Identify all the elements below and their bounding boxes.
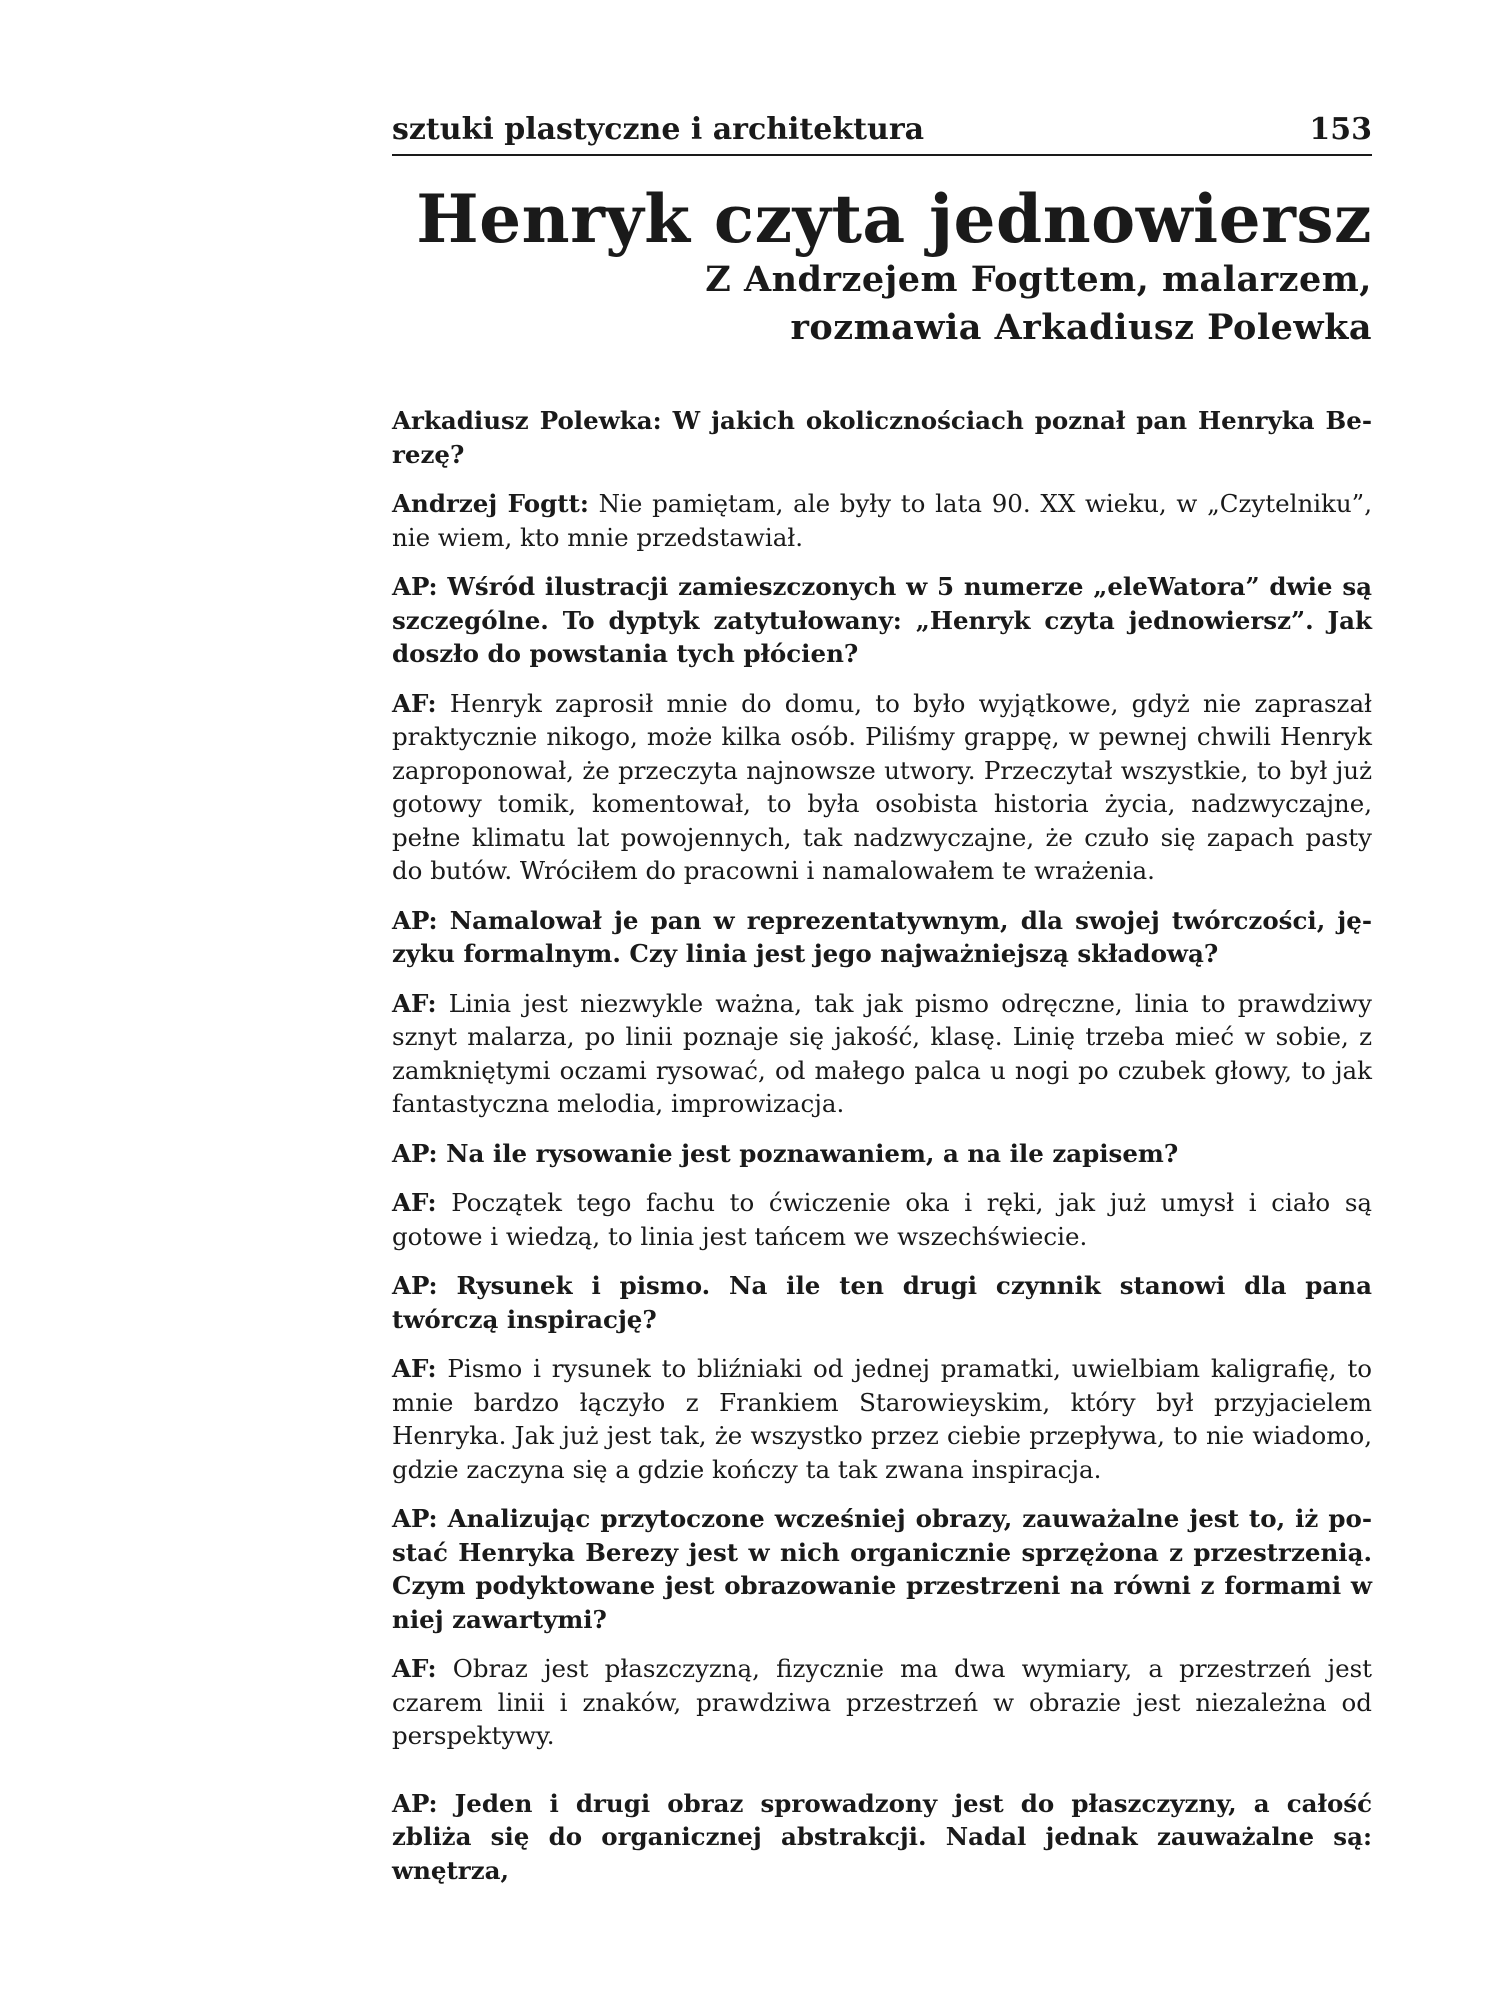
- section-title: sztuki plastyczne i architektura: [392, 112, 925, 147]
- answer-text: Pismo i rysunek to bliźniaki od jednej pramatki, uwielbiam kaligrafię, to mnie bardzo łączyło z Frankiem Starowieyskim, który był przyjacielem Henryka. Jak już jest tak, że wszystko przez ciebie przepływa, to nie wiadomo, gdzie zaczyna się a gdzie kończy ta tak zwana inspiracja.: [392, 1354, 1372, 1484]
- running-header: [392, 110, 1372, 156]
- question-text: AP: Wśród ilustracji zamieszczonych w 5 numerze „eleWatora” dwie są szczególne. To dyptyk zatytułowany: „Henryk czyta jednowiersz”. Jak doszło do powstania tych płócien?: [392, 572, 1372, 668]
- interview-answer: [392, 1652, 1372, 1753]
- answer-text: Linia jest niezwykle ważna, tak jak pismo odręczne, linia to prawdziwy sznyt malarza, po linii poznaje się jakość, klasę. Linię trzeba mieć w sobie, z zamkniętymi oczami rysować, od małego palca u nogi po czubek głowy, to jak fantastyczna melodia, improwizacja.: [392, 988, 1372, 1118]
- interview-question: [392, 904, 1372, 971]
- interview-question: [392, 1137, 1372, 1171]
- speaker-label: Andrzej Fogtt:: [392, 489, 589, 518]
- page-number: 153: [1309, 112, 1372, 147]
- interview-question: [392, 1787, 1372, 1888]
- interview-body: [392, 404, 1372, 1887]
- interview-question: [392, 1269, 1372, 1336]
- article-subtitle-line-2: rozmawia Arkadiusz Polewka: [790, 307, 1372, 348]
- interview-question: [392, 404, 1372, 471]
- interview-answer: [392, 1352, 1372, 1486]
- question-text: AP: Analizując przytoczone wcześniej obrazy, zauważalne jest to, iż postać Henryka Berezy jest w nich organicznie sprzężona z przestrzenią. Czym podyktowane jest obrazowanie przestrzeni na równi z formami w niej zawartymi?: [392, 1504, 1372, 1634]
- interview-answer: [392, 1186, 1372, 1253]
- interview-question: [392, 570, 1372, 671]
- question-text: Arkadiusz Polewka: W jakich okolicznościach poznał pan Henryka Berezę?: [392, 406, 1372, 469]
- interview-question: [392, 1502, 1372, 1636]
- article-title-block: [392, 182, 1372, 352]
- interview-answer: [392, 687, 1372, 888]
- article-subtitle-line-1: Z Andrzejem Fogttem, malarzem,: [705, 259, 1372, 300]
- answer-text: Początek tego fachu to ćwiczenie oka i ręki, jak już umysł i ciało są gotowe i wiedzą, to linia jest tańcem we wszechświecie.: [392, 1188, 1372, 1251]
- question-text: AP: Na ile rysowanie jest poznawaniem, a na ile zapisem?: [392, 1138, 1179, 1168]
- speaker-label: AF:: [392, 1354, 437, 1383]
- question-text: AP: Jeden i drugi obraz sprowadzony jest do płaszczyzny, a całość zbliża się do organicznej abstrakcji. Nadal jednak zauważalne są: wnętrza,: [392, 1788, 1372, 1885]
- question-text: AP: Rysunek i pismo. Na ile ten drugi czynnik stanowi dla pana twórczą inspirację?: [392, 1271, 1372, 1334]
- speaker-label: AF:: [392, 688, 437, 718]
- speaker-label: AF:: [392, 988, 437, 1018]
- answer-text: Nie pamiętam, ale były to lata 90. XX wieku, w „Czytelniku”, nie wiem, kto mnie przedstawiał.: [392, 489, 1372, 552]
- page-content: [392, 110, 1372, 1903]
- speaker-label: AF:: [392, 1654, 437, 1683]
- question-text: AP: Namalował je pan w reprezentatywnym, dla swojej twórczości, języku formalnym. Czy linia jest jego najważniejszą składową?: [392, 905, 1372, 968]
- answer-text: Obraz jest płaszczyzną, fizycznie ma dwa wymiary, a przestrzeń jest czarem linii i znaków, prawdziwa przestrzeń w obrazie jest niezależna od perspektywy.: [392, 1654, 1372, 1750]
- interview-answer: [392, 987, 1372, 1121]
- answer-text: Henryk zaprosił mnie do domu, to było wyjątkowe, gdyż nie zapraszał praktycznie nikogo, może kilka osób. Piliśmy grappę, w pewnej chwili Henryk zaproponował, że przeczyta najnowsze utwory. Przeczytał wszystkie, to był już gotowy tomik, komentował, to była osobista historia życia, nadzwyczajne, pełne klimatu lat powojennych, tak nadzwyczajne, że czuło się zapach pasty do butów. Wróciłem do pracowni i namalowałem te wrażenia.: [392, 688, 1372, 885]
- interview-answer: [392, 487, 1372, 554]
- article-title: Henryk czyta jednowiersz: [416, 180, 1372, 258]
- speaker-label: AF:: [392, 1188, 437, 1217]
